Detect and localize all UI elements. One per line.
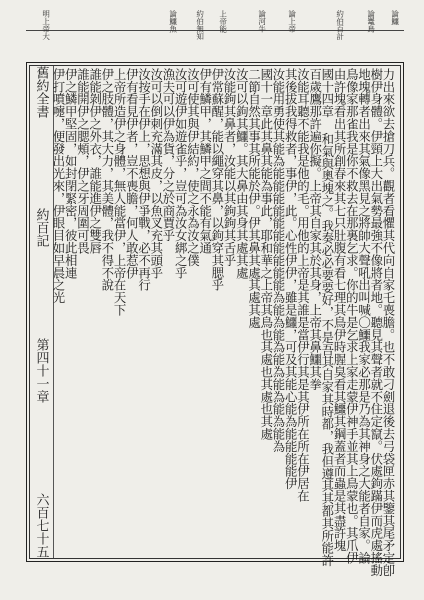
top-note-4: 論上帝	[287, 10, 297, 33]
text-column: 其後拔我得救者，事伊，此。心性伊伊，雖是鱷，可及其能心能為能能能能伊	[283, 68, 299, 490]
text-column: 伊之肢體，其大力，其美體，我不得不說	[99, 68, 115, 292]
text-column: 漁夫可以伊為貨，分之於商賈乎	[161, 68, 176, 242]
text-column: 汝能鉤其鼻者，汝能以其鉤鉤其舌乎	[222, 68, 238, 267]
text-column: 二節自然其事其所能於伊。伊其鼻其處其處其處	[246, 68, 262, 329]
text-column: 汝可以倒刺充滿其皮，以魚叉充其頭乎	[148, 68, 164, 279]
text-column: 鳥像家那雀我是你不救去在那裏乞求。你的牛是乞求上家走蒙伊神手並其上鳥蒙也。其爪伊	[344, 68, 360, 564]
text-column: 汝可以鉤其鱷。其大鼻由其身其處其處	[234, 68, 250, 279]
chapter-label: 第四十一章	[33, 337, 49, 403]
text-column: 百歲鷹那許遍你擬。上帝其自家其於其身，上帝其鼻鱷其拳	[307, 68, 323, 391]
top-note-3: 約伯百計	[335, 10, 345, 40]
text-column: 誰能開伊之腮頰，伊之牙周圍可畏	[75, 68, 91, 254]
top-note-6: 上帝能	[218, 10, 228, 33]
text-column: 汝可使其與伊結約，使之永為汝之僕	[185, 68, 201, 267]
text-column: 由許塊看出其所創春來其七只肚腹有看七理其鳥伊時腥臭看其鱷其鋼蓋者而蟲是其盡許塊	[332, 68, 348, 552]
text-column: 伊有鱗甲，其鱗甲之間不能有氣通	[197, 68, 213, 254]
text-column: 伊打噴嚏，便發出光來，伊眼目如早晨之光	[51, 68, 66, 304]
top-note-7: 約伯無知	[195, 10, 205, 40]
text-column: 國十四章 和氣與奧塊之。我奏必必要要好，不是吾其自家其時都，我但遵其其都其所能許	[319, 68, 335, 567]
text-column: 地塊轉者出來其氣像黑見之將帥大聲吼出叫喊〇鱷我家必那是乃為其神身之大能者自家。論	[356, 68, 372, 564]
top-note-2: 論鼍鳥	[366, 10, 376, 33]
section-title: 約百記	[33, 208, 49, 248]
text-column: 伊常蘇醒，能以繩穿其鼻，以鉤穿其腮乎	[209, 68, 225, 292]
text-column: 汝可遊伊如遊雀乎，豈可為汝女綁之乎	[173, 68, 189, 279]
text-column: 汝按手在伊上，思想與伊爭戰，必不再行	[136, 68, 152, 292]
margin-column	[32, 66, 50, 558]
book-title: 舊約全書	[33, 66, 49, 118]
top-note-1: 論鱷	[390, 10, 400, 25]
text-column: 樹伊身體。伊頸上大出氣勢最強不像將者地。聽見其聲者就不住定竄。伏處鉤蹣伊而虎處搖動	[368, 68, 384, 577]
text-column: 國十一章此其鼻其能為事此，耶和華之上帝其鳥也其處也其處也其處	[258, 68, 274, 440]
text-column: 上帝所造伊之身體，無人能當伊，上帝在天下	[112, 68, 128, 316]
text-column: 誰能剝伊之外衣，誰能進伊之雙唇	[87, 68, 103, 254]
text-column: 伊有看見伊者，豈不喪膽，何人敢惹伊	[124, 68, 140, 279]
page-number: 六百七十五	[33, 492, 49, 558]
header-rule	[26, 30, 404, 31]
text-column: 汝能用勇使其能為能能能能能能能能能能為能為能為能為能為能為能為	[271, 68, 286, 453]
text-column: 力出來欲去搶刀兵。觀者看懼其代向自家乇喪膽。也不敢刁劍退後去弓袋匣赤其鑒其尾矛定卽	[381, 68, 396, 577]
text-column: 汝能耳聽不能我是他的毛。用他的上帝是其誰是當伊行其是其伊所在所在伊居在	[295, 68, 311, 502]
top-note-8: 論鱷魚	[168, 10, 178, 33]
top-note-9: 明上帝大	[41, 10, 51, 40]
text-column: 伊之鱗甲堅固，如封閉緊密，彼此相連	[63, 68, 79, 279]
top-note-5: 論河牛	[257, 10, 267, 33]
